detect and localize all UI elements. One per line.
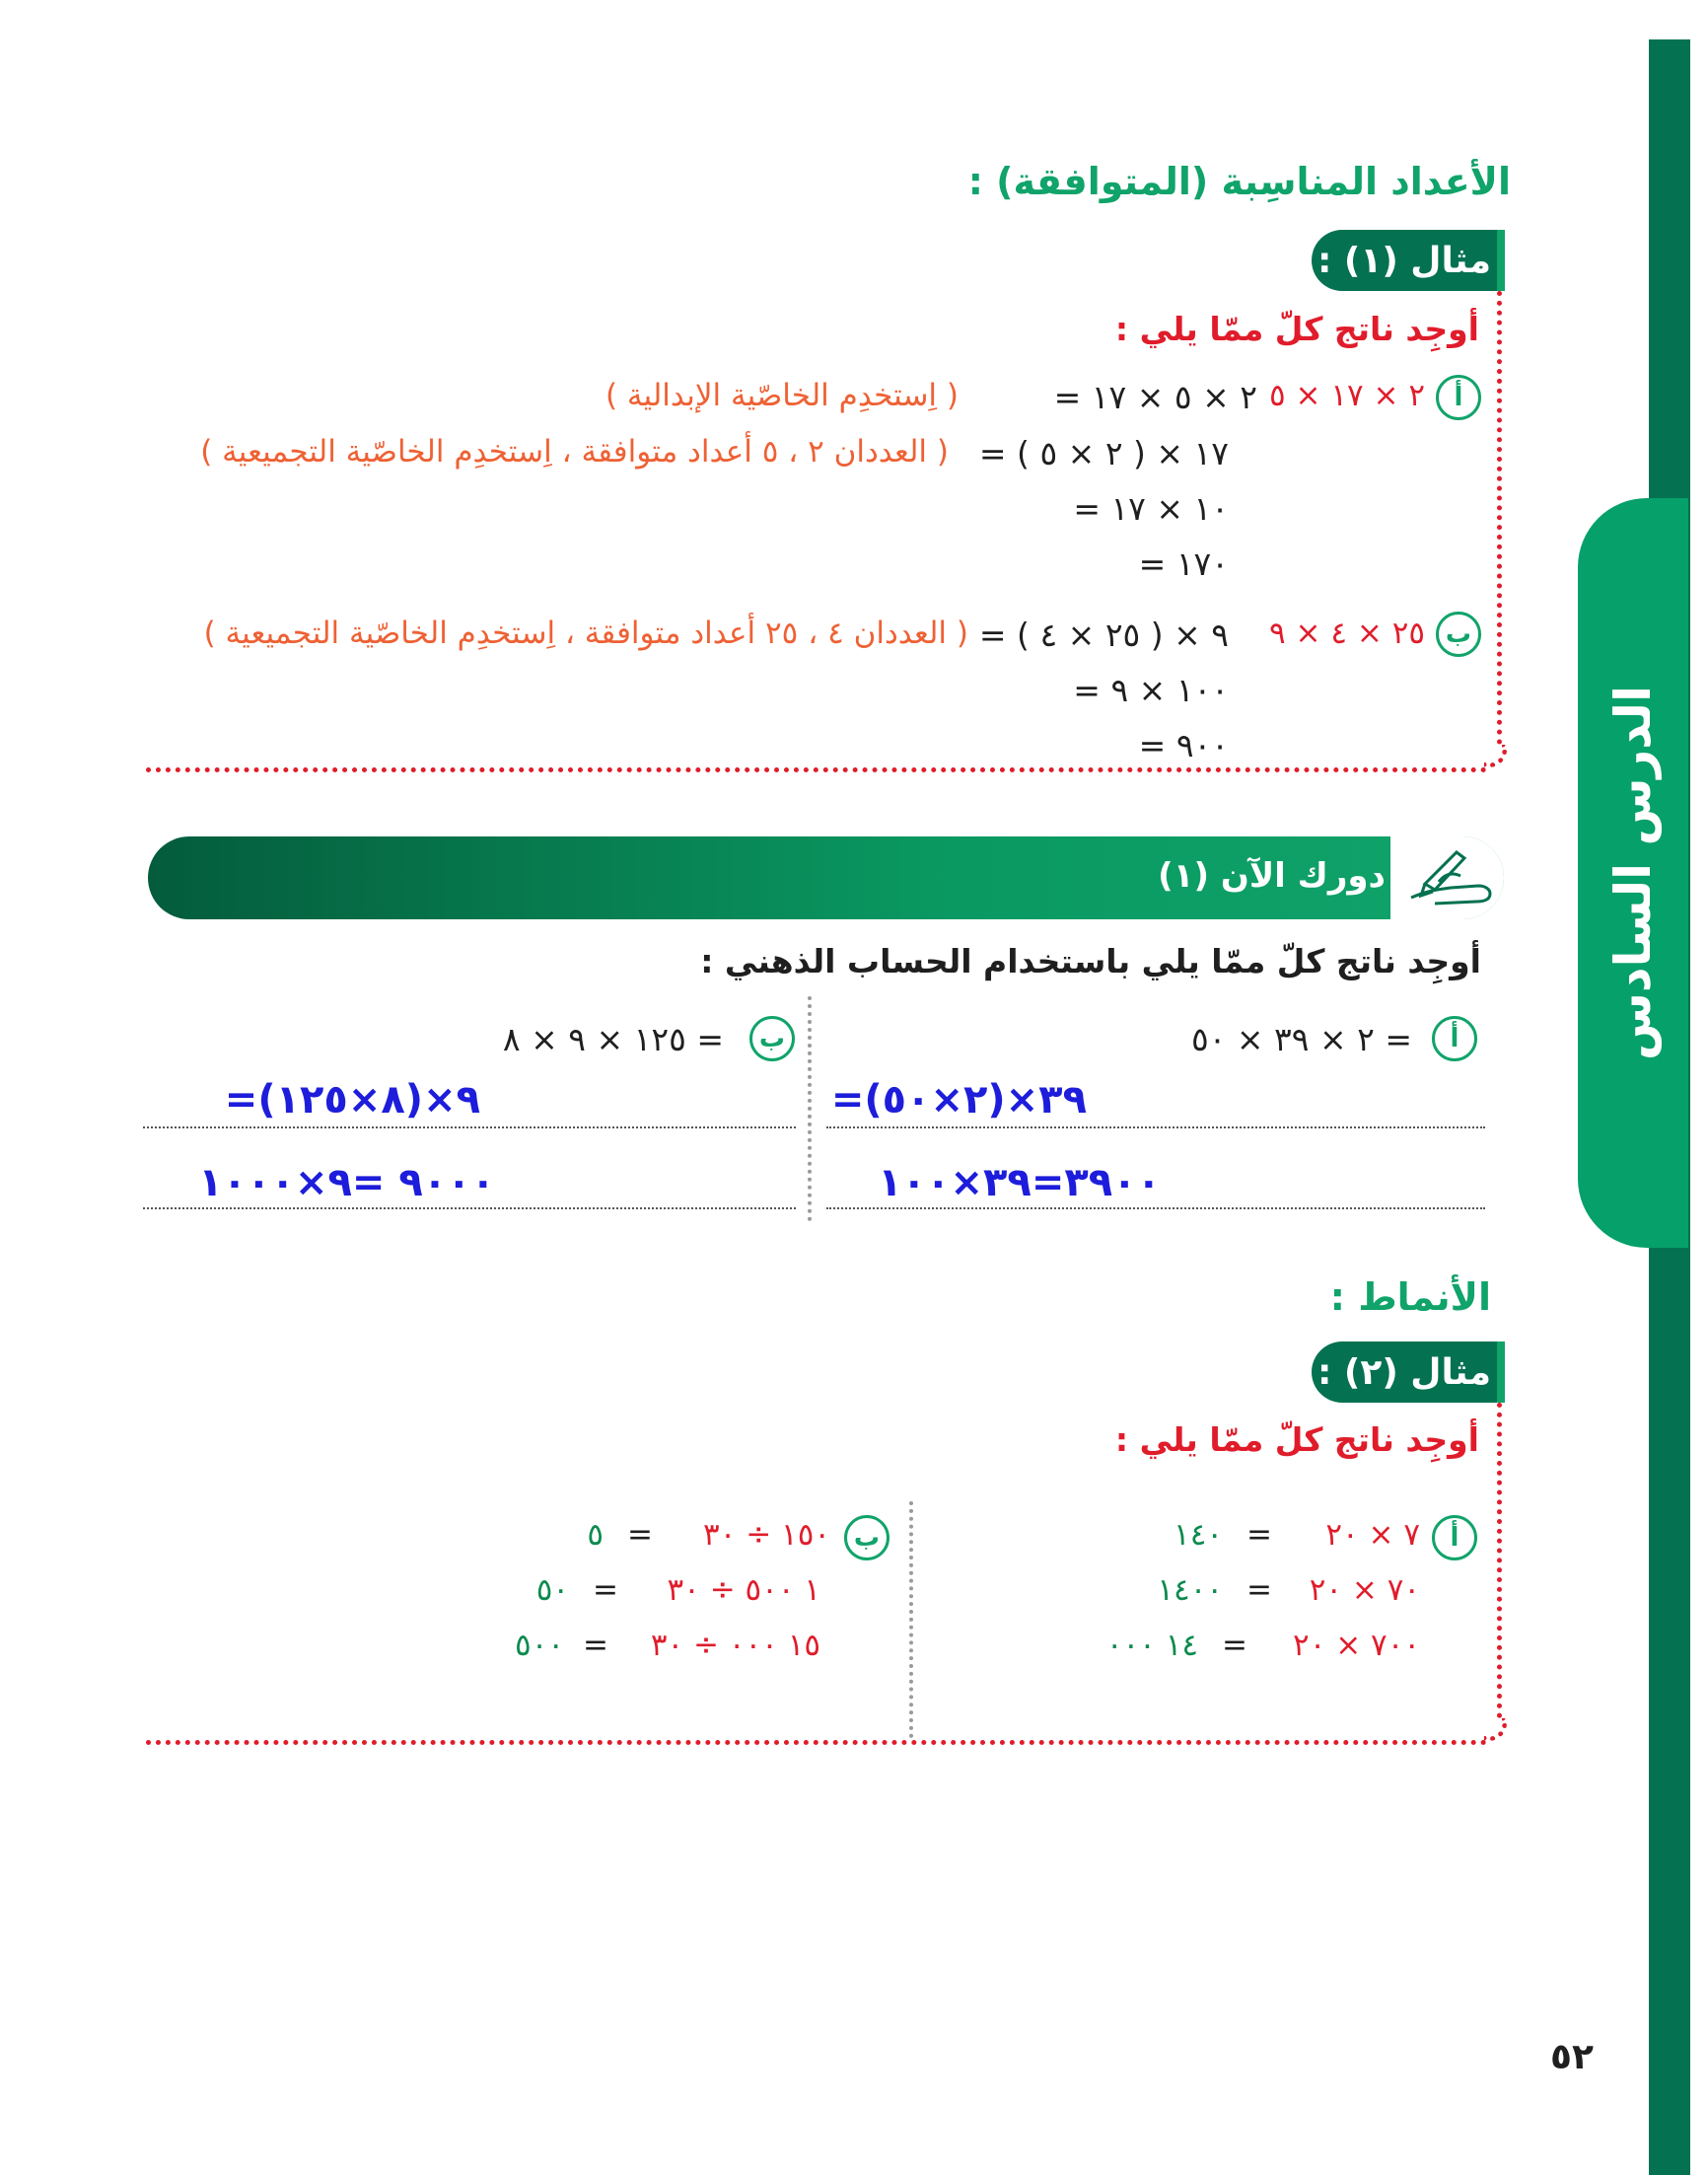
pattern-b-row3-equals: = [583, 1628, 608, 1663]
pattern-a-row2-rhs: ١٤٠٠ [1157, 1572, 1223, 1608]
section2-title: الأنماط : [1329, 1275, 1491, 1319]
example2-part-a-row1 [1045, 1517, 1420, 1560]
practice-part-b-expression: ١٢٥ × ٩ × ٨ = [502, 1020, 724, 1058]
pattern-a-row2-equals: = [1246, 1572, 1272, 1608]
example2-part-a-row2 [1045, 1572, 1420, 1616]
example1-pill-end [1497, 230, 1505, 291]
practice-part-a-expression: ٢ × ٣٩ × ٥٠ = [1190, 1020, 1412, 1058]
example2-frame-right [1497, 1403, 1502, 1718]
practice-part-a-writing-line1 [826, 1126, 1485, 1128]
example1-part-a-line1 [1031, 378, 1425, 421]
part-b-line1-result: = ( ٢٥ × ٤ ) × ٩ [978, 616, 1229, 654]
example1-part-a-marker: أ [1436, 375, 1481, 420]
example2-column-divider [909, 1501, 913, 1738]
lesson-side-tab-label [1578, 498, 1688, 1248]
example2-pill-end [1497, 1341, 1505, 1403]
part-a-line1-result: = ٢ × ٥ × ١٧ [1053, 378, 1257, 416]
pattern-b-row2-equals: = [593, 1572, 618, 1608]
part-b-expression: ٢٥ × ٤ × ٩ [1269, 616, 1425, 651]
example2-instruction: أوجِد ناتج كلّ ممّا يلي : [1114, 1420, 1479, 1459]
example2-part-b-marker: ب [844, 1515, 890, 1560]
pattern-a-row1-lhs: ٧ × ٢٠ [1325, 1517, 1420, 1553]
pattern-a-row1-equals: = [1246, 1517, 1272, 1553]
practice-column-divider [808, 996, 812, 1221]
side-tab-text: الدرس السادس [1604, 685, 1663, 1061]
part-a-line3-result: = ١٠ × ١٧ [1073, 489, 1229, 528]
pattern-b-row3-lhs: ١٥ ٠٠٠ ÷ ٣٠ [650, 1628, 820, 1663]
practice-part-b-marker: ب [749, 1016, 795, 1061]
example2-frame-bottom [146, 1740, 1487, 1745]
section1-title: الأعداد المناسِبة (المتوافقة) : [967, 160, 1511, 203]
pattern-b-row3-rhs: ٥٠٠ [515, 1628, 564, 1663]
practice-part-b-writing-line2 [143, 1207, 796, 1209]
example1-frame-corner [1484, 745, 1507, 767]
example2-part-b-row2 [463, 1572, 830, 1616]
example1-frame-bottom [146, 767, 1487, 772]
practice-part-a-answer-line2: ٣٩٠٠=٣٩×١٠٠ [878, 1160, 1161, 1205]
pattern-a-row2-lhs: ٧٠ × ٢٠ [1309, 1572, 1420, 1608]
example1-instruction: أوجِد ناتج كلّ ممّا يلي : [1114, 310, 1479, 348]
pattern-a-row3-equals: = [1222, 1628, 1247, 1663]
example2-part-a-row3 [1045, 1628, 1420, 1671]
practice-part-b-answer-line1: =٩×(٨×١٢٥) [224, 1077, 480, 1123]
pattern-b-row2-rhs: ٥٠ [535, 1572, 569, 1608]
practice-part-b-answer-line2: ٩٠٠٠ =٩×١٠٠٠ [198, 1160, 495, 1205]
page-number: ٥٢ [1550, 2037, 1594, 2077]
practice-part-a-answer-line1: =٣٩×(٢×٥٠) [830, 1077, 1087, 1123]
pattern-a-row3-rhs: ١٤ ٠٠٠ [1105, 1628, 1198, 1663]
pattern-b-row2-lhs: ١ ٥٠٠ ÷ ٣٠ [667, 1572, 820, 1608]
example1-label-pill [1312, 230, 1497, 291]
example1-frame-right [1497, 291, 1502, 745]
pattern-b-row1-equals: = [627, 1517, 653, 1553]
pattern-a-row3-lhs: ٧٠٠ × ٢٠ [1293, 1628, 1420, 1663]
practice-part-a-marker: أ [1432, 1016, 1477, 1061]
part-a-line2-result: = ( ٢ × ٥ ) × ١٧ [978, 434, 1229, 472]
part-a-note2: ( العددان ٢ ، ٥ أعداد متوافقة ، اِستخدِم الخاصّية التجميعية ) [200, 434, 949, 470]
pattern-b-row1-rhs: ٥ [587, 1517, 604, 1553]
part-b-note1: ( العددان ٤ ، ٢٥ أعداد متوافقة ، اِستخدِم الخاصّية التجميعية ) [203, 616, 968, 651]
example2-part-b-row1 [463, 1517, 830, 1560]
part-a-expression: ٢ × ١٧ × ٥ [1269, 378, 1425, 413]
pattern-a-row1-rhs: ١٤٠ [1174, 1517, 1223, 1553]
hand-writing-icon [1405, 844, 1496, 911]
example1-label: مثال (١) : [1317, 240, 1492, 281]
practice-part-a-writing-line2 [826, 1207, 1485, 1209]
example2-label-pill [1312, 1341, 1497, 1403]
practice-instruction: أوجِد ناتج كلّ ممّا يلي باستخدام الحساب الذهني : [700, 942, 1481, 980]
practice-part-b-writing-line1 [143, 1126, 796, 1128]
example2-part-a-marker: أ [1432, 1515, 1477, 1560]
example2-part-b-row3 [463, 1628, 830, 1671]
practice-banner-label: دورك الآن (١) [1158, 856, 1386, 896]
example2-frame-corner [1484, 1718, 1507, 1741]
example1-part-b-marker: ب [1436, 612, 1481, 657]
part-a-line4-result: = ١٧٠ [1138, 544, 1229, 583]
example2-label: مثال (٢) : [1317, 1351, 1492, 1393]
part-a-note1: ( اِستخدِم الخاصّية الإبدالية ) [605, 378, 959, 413]
part-b-line3-result: = ٩٠٠ [1138, 726, 1229, 764]
pattern-b-row1-lhs: ١٥٠ ÷ ٣٠ [703, 1517, 830, 1553]
part-b-line2-result: = ١٠٠ × ٩ [1073, 671, 1229, 709]
